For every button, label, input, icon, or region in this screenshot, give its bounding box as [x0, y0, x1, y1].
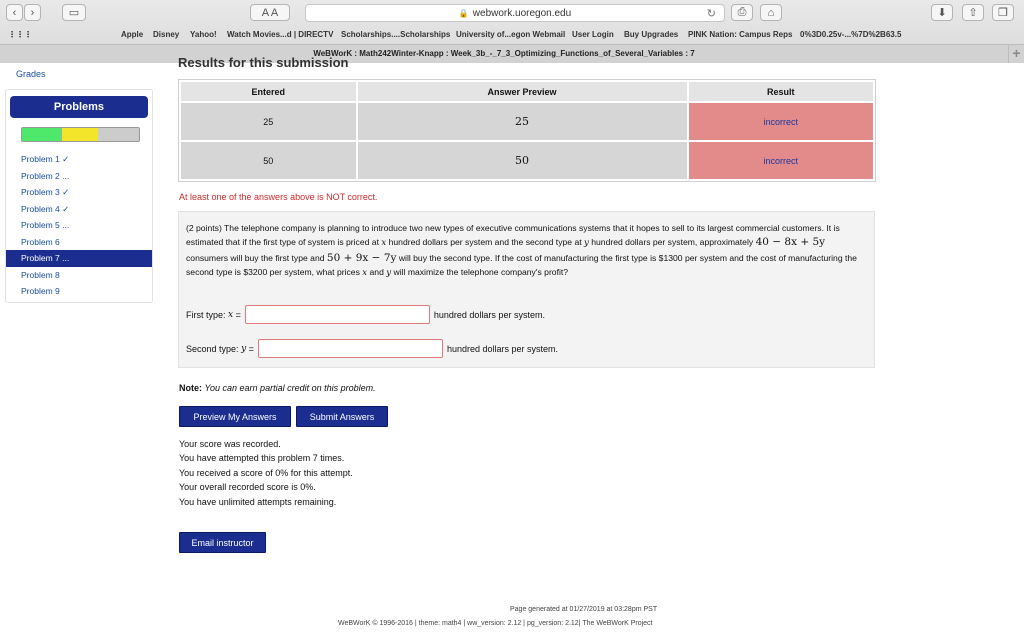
score-line: You received a score of 0% for this attempt. [179, 467, 353, 478]
bookmark-item[interactable]: PINK Nation: Campus Reps [688, 30, 793, 39]
first-eq: = [235, 309, 241, 320]
second-unit: hundred dollars per system. [446, 343, 558, 354]
score-summary [179, 437, 353, 509]
problem-link[interactable]: Problem 2 ... [21, 170, 70, 181]
problem-link[interactable]: Problem 4 ✓ [21, 203, 70, 214]
progress-bar [21, 127, 140, 142]
progress-correct [22, 128, 61, 141]
bookmark-item[interactable]: Buy Upgrades [624, 30, 679, 39]
preview-cell: 50 [358, 142, 687, 179]
problem-box [178, 211, 875, 368]
reload-icon[interactable]: ↻ [706, 8, 716, 20]
problem-link[interactable]: Problem 8 [21, 269, 60, 280]
score-line: Your overall recorded score is 0%. [179, 482, 316, 493]
problem-statement: (2 points) The telephone company is planning to introduce two new types of executive communications systems that it hopes to sell to its largest commercial customers. It is estimated that if the first type of system is priced at x hundred dollars per system and the second type at y hundred dollars per system, approximately 40 − 8x + 5y consumers will buy the first type and 50 + 9x − 7y will buy the second type. If the cost of manufacturing the first type is $1300 per system and the cost of manufacturing the second type is $3200 per system, what prices x and y will maximize the telephone company's profit? [186, 223, 857, 279]
answer-row-second [186, 339, 558, 358]
bookmark-item[interactable]: Watch Movies...d | DIRECTV [227, 30, 334, 39]
entered-cell: 50 [181, 142, 356, 179]
grades-link[interactable]: Grades [16, 69, 46, 79]
problems-sidebar [5, 89, 153, 303]
second-type-input[interactable] [258, 339, 443, 358]
problem-link-current[interactable]: Problem 7 ... [6, 250, 152, 267]
incorrect-message: At least one of the answers above is NOT correct. [179, 192, 378, 202]
col-header-preview: Answer Preview [358, 82, 687, 101]
problem-link[interactable]: Problem 1 ✓ [21, 154, 70, 164]
share-icon[interactable]: ⇧ [962, 4, 984, 21]
bookmark-item[interactable]: 0%3D0.25v-...%7D%2B63.5 [800, 30, 902, 39]
address-text: webwork.uoregon.edu [472, 7, 572, 19]
problem-list [6, 151, 152, 300]
tabs-overview-icon[interactable]: ❐ [992, 4, 1014, 21]
problem-link[interactable]: Problem 9 [21, 286, 60, 296]
result-cell: incorrect [689, 103, 874, 140]
top-sites-icon[interactable]: ⋮⋮⋮ [8, 30, 32, 39]
progress-partial [61, 128, 98, 141]
bookmark-item[interactable]: Scholarships....Scholarships [341, 30, 451, 39]
home-icon[interactable]: ⌂ [760, 4, 782, 21]
webwork-page [0, 55, 1024, 640]
table-row [181, 142, 873, 179]
tab-title[interactable]: WeBWorK : Math242Winter-Knapp : Week_3b_-_7_3_Optimizing_Functions_of_Several_Variables : 7 [313, 49, 695, 58]
browser-chrome [0, 0, 1024, 63]
score-line: Your score was recorded. [179, 439, 281, 449]
back-icon[interactable]: ‹ [6, 4, 23, 21]
submit-answers-button[interactable]: Submit Answers [296, 406, 388, 427]
results-heading: Results for this submission [178, 55, 349, 70]
sidebar-toggle-icon[interactable]: ▭ [62, 4, 86, 21]
problem-link[interactable]: Problem 3 ✓ [21, 187, 70, 197]
lock-icon: 🔒 [458, 8, 469, 18]
forward-icon[interactable]: › [24, 4, 41, 21]
table-row [181, 103, 873, 140]
first-type-input[interactable] [245, 305, 430, 324]
entered-cell: 25 [181, 103, 356, 140]
print-icon[interactable]: ⎙ [731, 4, 753, 21]
second-type-label: Second type: [186, 343, 239, 354]
problems-header: Problems [10, 96, 148, 118]
col-header-entered: Entered [181, 82, 356, 101]
score-line: You have attempted this problem 7 times. [179, 453, 345, 464]
partial-credit-note: Note: You can earn partial credit on this problem. [179, 383, 376, 393]
preview-cell: 25 [358, 103, 687, 140]
score-line: You have unlimited attempts remaining. [179, 496, 337, 507]
bookmarks-bar [0, 27, 1024, 43]
email-instructor-button[interactable]: Email instructor [179, 532, 266, 553]
first-type-label: First type: [186, 309, 226, 320]
preview-answers-button[interactable]: Preview My Answers [179, 406, 291, 427]
downloads-icon[interactable]: ⬇ [931, 4, 953, 21]
text-size-button[interactable]: A A [250, 4, 290, 21]
answer-row-first [186, 305, 545, 324]
bookmark-item[interactable]: User Login [572, 30, 614, 39]
second-var: y [241, 343, 247, 354]
first-unit: hundred dollars per system. [433, 309, 545, 320]
bookmark-item[interactable]: Yahoo! [190, 30, 217, 39]
result-cell: incorrect [689, 142, 874, 179]
tab-bar [0, 44, 1024, 63]
first-var: x [228, 309, 234, 320]
problem-link[interactable]: Problem 5 ... [21, 220, 70, 230]
problem-link[interactable]: Problem 6 [21, 236, 60, 247]
bookmark-item[interactable]: Apple [121, 30, 144, 39]
bookmark-item[interactable]: University of...egon Webmail [456, 30, 566, 39]
address-bar[interactable] [305, 4, 725, 22]
col-header-result: Result [689, 82, 874, 101]
bookmark-item[interactable]: Disney [153, 30, 180, 39]
results-table [178, 79, 876, 182]
new-tab-icon[interactable]: + [1008, 45, 1024, 64]
footer-credits: WeBWorK © 1996-2016 | theme: math4 | ww_version: 2.12 | pg_version: 2.12| The WeBWorK Project [338, 620, 653, 627]
second-eq: = [248, 343, 254, 354]
generated-timestamp: Page generated at 01/27/2019 at 03:28pm PST [510, 606, 658, 613]
